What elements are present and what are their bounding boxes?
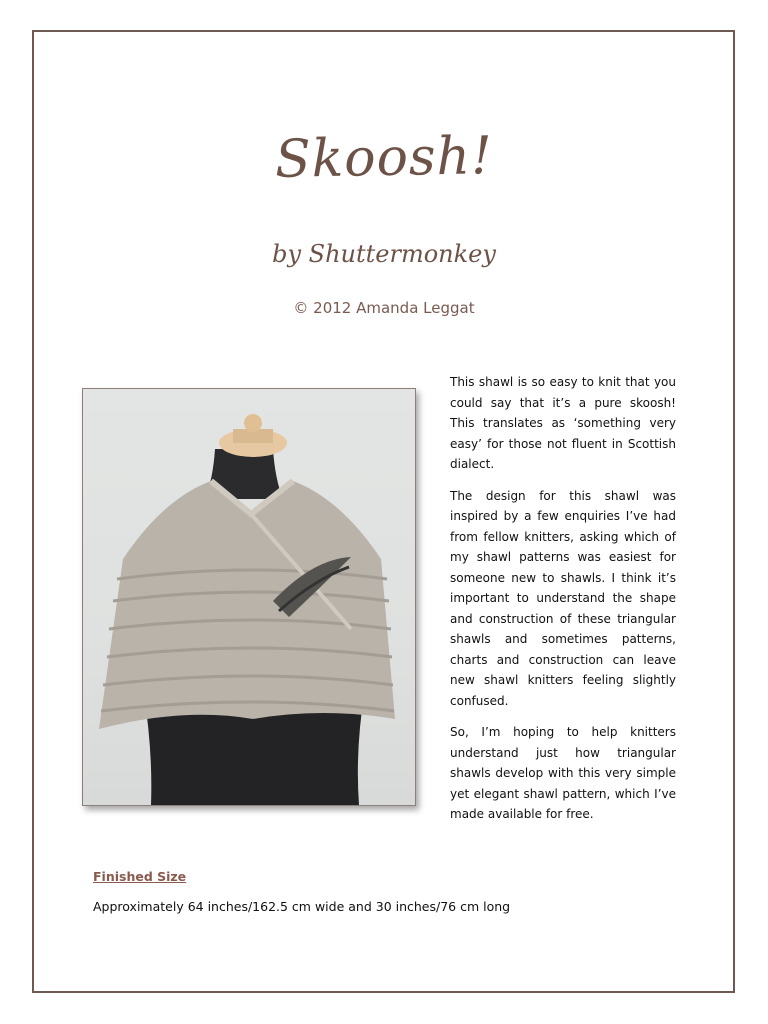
copyright: © 2012 Amanda Leggat	[293, 299, 475, 317]
intro-text	[450, 372, 676, 836]
paragraph-1: This shawl is so easy to knit that you could say that it’s a pure skoosh! This translates as ‘something very easy’ for those not fluent in Scottish dialect.	[450, 375, 676, 471]
page-title: Skoosh!	[274, 126, 494, 190]
paragraph-3: So, I’m hoping to help knitters understand just how triangular shawls develop with this very simple yet elegant shawl pattern, which I’ve made available for free.	[450, 725, 676, 821]
paragraph-2: The design for this shawl was inspired by a few enquiries I’ve had from fellow knitters, asking which of my shawl patterns was easiest for someone new to shawls. I think it’s important to understand the shape and construction of these triangular shawls and sometimes patterns, charts and construction can leave new shawl knitters feeling slightly confused.	[450, 488, 676, 708]
shawl-photo	[82, 388, 416, 806]
finished-size-text: Approximately 64 inches/162.5 cm wide and 30 inches/76 cm long	[93, 899, 511, 914]
finished-size-heading: Finished Size	[93, 869, 187, 884]
byline: by Shuttermonkey	[272, 240, 496, 268]
shawl-on-mannequin-icon	[83, 389, 415, 805]
